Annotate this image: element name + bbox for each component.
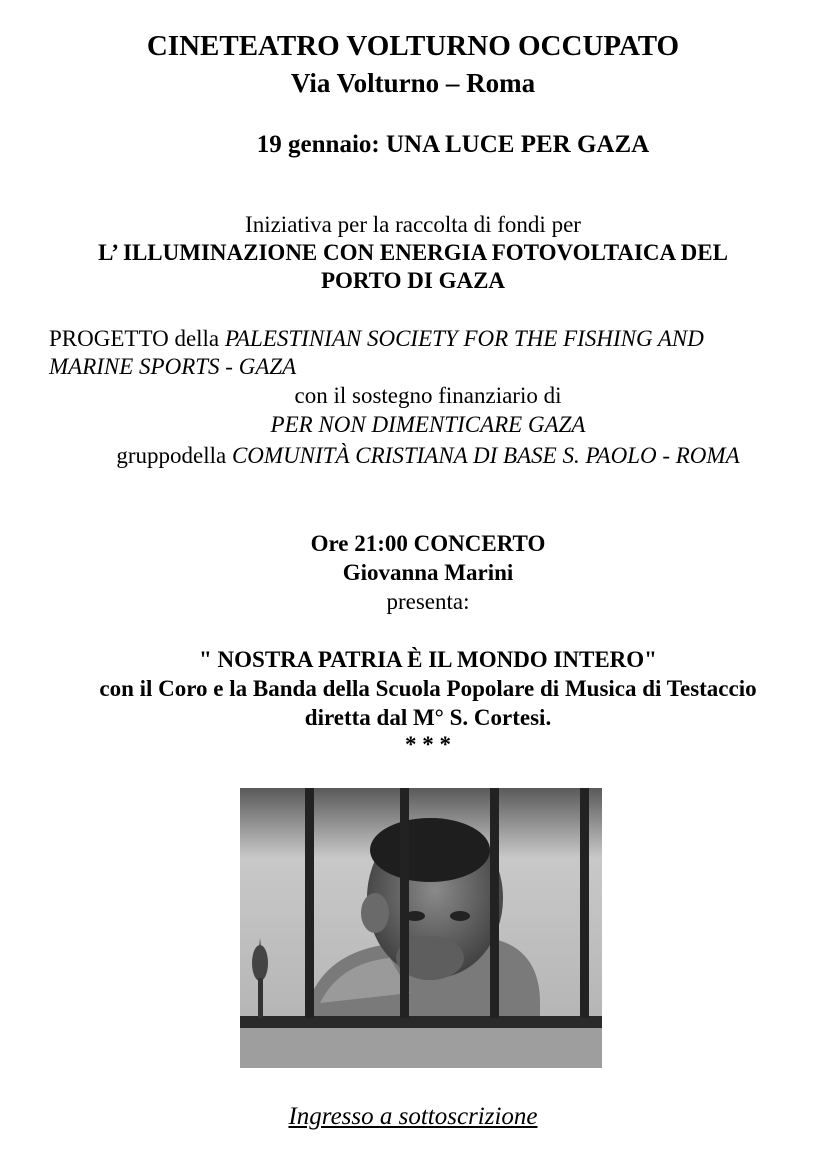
- concert-performer: Giovanna Marini: [342, 560, 514, 585]
- group-name: COMUNITÀ CRISTIANA DI BASE S. PAOLO - ROMA: [231, 443, 740, 468]
- concert-presents: presenta:: [386, 589, 470, 614]
- admission-note: Ingresso a sottoscrizione: [288, 1103, 538, 1130]
- venue-address: Via Volturno – Roma: [290, 68, 536, 98]
- project-org-line2: MARINE SPORTS - GAZA: [49, 354, 297, 379]
- concert-time: Ore 21:00 CONCERTO: [310, 531, 546, 556]
- sponsor-name: PER NON DIMENTICARE GAZA: [270, 412, 586, 437]
- child-behind-bars-photo: [240, 788, 602, 1068]
- project-org-line1: PALESTINIAN SOCIETY FOR THE FISHING AND: [224, 326, 704, 351]
- initiative-intro: Iniziativa per la raccolta di fondi per: [245, 212, 581, 237]
- separator-stars: * * *: [405, 732, 451, 757]
- project-line1: [49, 326, 809, 352]
- ensemble-line: con il Coro e la Banda della Scuola Popolare di Musica di Testaccio: [99, 676, 757, 701]
- director-line: diretta dal M° S. Cortesi.: [304, 705, 552, 730]
- support-text: con il sostegno finanziario di: [294, 383, 562, 408]
- show-title: " NOSTRA PATRIA È IL MONDO INTERO": [199, 647, 657, 672]
- group-line: [15, 443, 826, 469]
- venue-title: CINETEATRO VOLTURNO OCCUPATO: [146, 30, 680, 62]
- project-label: PROGETTO della: [49, 326, 225, 351]
- initiative-purpose-line1: L’ ILLUMINAZIONE CON ENERGIA FOTOVOLTAICA DEL: [98, 240, 728, 265]
- initiative-purpose-line2: PORTO DI GAZA: [320, 268, 506, 293]
- event-title: 19 gennaio: UNA LUCE PER GAZA: [256, 131, 650, 158]
- group-prefix: gruppodella: [116, 443, 232, 468]
